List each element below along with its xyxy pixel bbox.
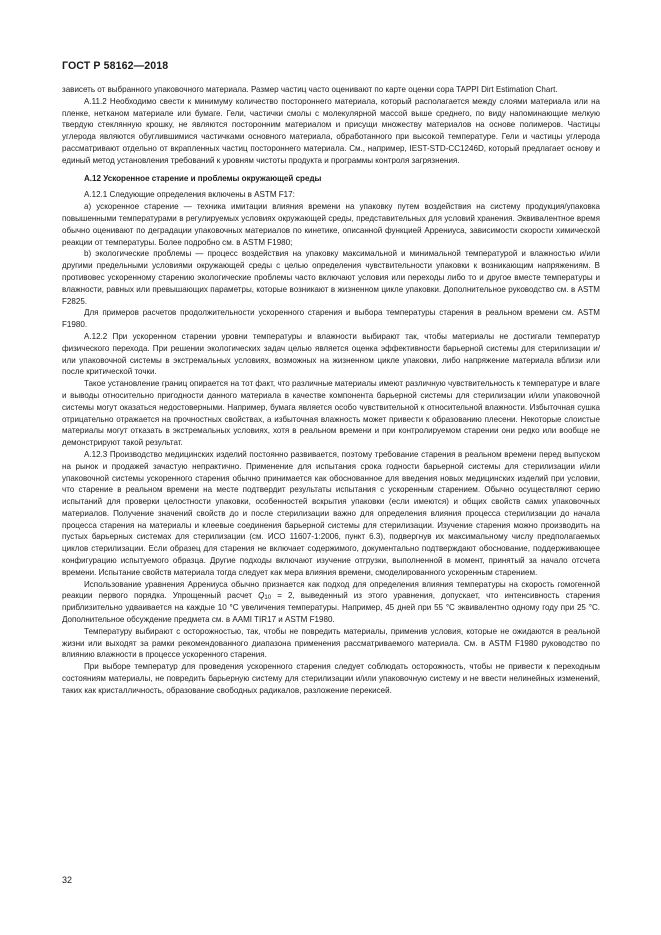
paragraph: зависеть от выбранного упаковочного материала. Размер частиц часто оценивают по карте оценки сора TAPPI Dirt Estimation Chart. <box>62 85 558 94</box>
text-run: Использование уравнения Аррениуса обычно признается как подход для определения влияния температуры на скорость гомогенной реакции первого порядка. Упрощенный расчет <box>62 579 600 601</box>
q-subscript: 10 <box>264 595 272 602</box>
paragraph-item-a: а) ускоренное старение — техника имитации влияния времени на упаковку путем воздействия на систему продукция/упаковка повышенными температурами в регулируемых условиях окружающей среды, представительных для условий хранения. Эквивалентное время обычно оценивают по деградации упаковочных материалов по кинетике, описанной функцией Аррениуса, зависимости скорости химической реакции от температуры. Более подробно см. в ASTM F1980; <box>62 202 600 247</box>
paragraph: Температуру выбирают с осторожностью, так, чтобы не повредить материалы, применив условия, которые не ожидаются в реальной жизни или выходят за рамки рекомендованного диапазона применения рассматриваемого материала. См. в ASTM F1980 руководство по влиянию влажности в процессе ускоренного старения. <box>62 626 600 660</box>
section-heading-a12: А.12 Ускоренное старение и проблемы окружающей среды <box>84 173 322 183</box>
paragraph-a12-3: А.12.3 Производство медицинских изделий постоянно развивается, поэтому требование старения в реальном времени перед выпуском на рынок и продажей зачастую непрактично. Применение для испытания срока годности барьерной системы для стерилизации и/или упаковочной системы ускоренного старения обычно принимается как обоснованное для введения новых медицинских изделий при условии, что старение в реальном времени на месте подтвердит результаты испытания с ускоренным старением. Обычно осуществляют серию испытаний для проверки целостности упаковки, особенностей вскрытия упаковки (если имеются) и общих свойств самих упаковочных материалов. Получение значений свойств до и после стерилизации важно для определения влияния процесса стерилизации до начала процесса старения на материалы и клеевые соединения барьерной системы для стерилизации. Изучение старения можно производить на пустых барьерных системах для стерилизации (см. ИСО 11607-1:2006, пункт 6.3), подвергнув их максимальному числу предполагаемых циклов стерилизации. Если образец для старения не включает содержимого, документально подтверждают обоснование, поддерживающее конфигурацию испытуемого образца. Другие подходы включают изучение отгрузки, выполненной в момент, принятый за начало отсчета времени. Испытание свойств материала тогда следует как мера влияния времени, смоделированного ускоренным старением. <box>62 449 600 577</box>
paragraph-a11-2: А.11.2 Необходимо свести к минимуму количество постороннего материала, который располагается между слоями материала или на пленке, нетканом материале или бумаге. Гели, частички смолы с молекулярной массой выше среднего, по виду напоминающие мелкую твердую стеклянную крошку, не являются посторонним материалом и присущи множеству материалов на основе полимеров. Частицы углерода являются обуглившимися частичками основного материала, обработанного при высокой температуре. Гели и частицы углерода рассматривают отдельно от вкрапленных частиц постороннего материала. См., например, IEST-STD-CC1246D, который предлагает основу и единый метод установления требований к уровням чистоты продукта и программы контроля загрязнения. <box>62 96 600 165</box>
paragraph: При выборе температур для проведения ускоренного старения следует соблюдать осторожность, чтобы не привести к переходным состояниям материалы, не повредить барьерную систему для стерилизации и/или упаковочную систему и не ввести нелинейных изменений, таких как кристалличность, образование свободных радикалов, разложение перекисей. <box>62 662 600 695</box>
page-number: 32 <box>62 875 73 885</box>
text-run: = 2, выведенный из этого уравнения, допускает, что интенсивность старения приблизительно удваивается на каждые 10 °С увеличения температуры. Например, 45 дней при 55 °С эквивалентно одному году при 25 °С. Дополнительное обсуждение предмета см. в AAMI TIR17 и ASTM F1980. <box>62 591 600 625</box>
paragraph-a12-2: А.12.2 При ускоренном старении уровни температуры и влажности выбирают так, чтобы материалы не достигали температур физического перехода. При решении экологических задач целью является оценка эффективности барьерной системы для стерилизации и/или упаковочной системы в экстремальных условиях, возможных на жизненном цикле упаковки, либо напряжение материала вблизи или после критической точки. <box>62 331 600 377</box>
paragraph: Такое установление границ опирается на тот факт, что различные материалы имеют различную чувствительность к температуре и влаге и выводы относительно пригодности данного материала в качестве компонента барьерной системы для стерилизации и/или упаковочной системы могут оказаться недостоверными. Например, бумага является особо чувствительной к относительной влажности. Избыточная сушка отрицательно отражается на прочностных свойствах, а избыточная влажность может привести к образованию плесени. Некоторые слоистые материалы могут отказать в экстремальных условиях, хотя в реальном времени и при контролируемом старении они редко или вообще не демонстрируют такой результат. <box>62 379 600 448</box>
page-header-doc-id: ГОСТ Р 58162—2018 <box>62 60 169 72</box>
paragraph-arrhenius <box>62 579 600 626</box>
paragraph-a12-1: А.12.1 Следующие определения включены в ASTM F17: <box>84 190 295 200</box>
paragraph-item-b: b) экологические проблемы — процесс воздействия на упаковку максимальной и минимальной температурой и влажностью и/или другими предельными условиями окружающей среды с целью определения чувствительности упаковки к возникающим напряжениям. В противовес ускоренному старению экологические проблемы часто включают условия или переходы либо то и другое вместе температуры и влажности, равных или превышающих параметры, которые возникают в жизненном цикле упаковки. Дополнительное руководство см. в ASTM F2825. <box>62 249 600 306</box>
q-symbol: Q <box>258 591 265 601</box>
document-body <box>62 84 600 697</box>
paragraph: Для примеров расчетов продолжительности ускоренного старения и выбора температуры старения в реальном времени см. ASTM F1980. <box>62 308 600 330</box>
